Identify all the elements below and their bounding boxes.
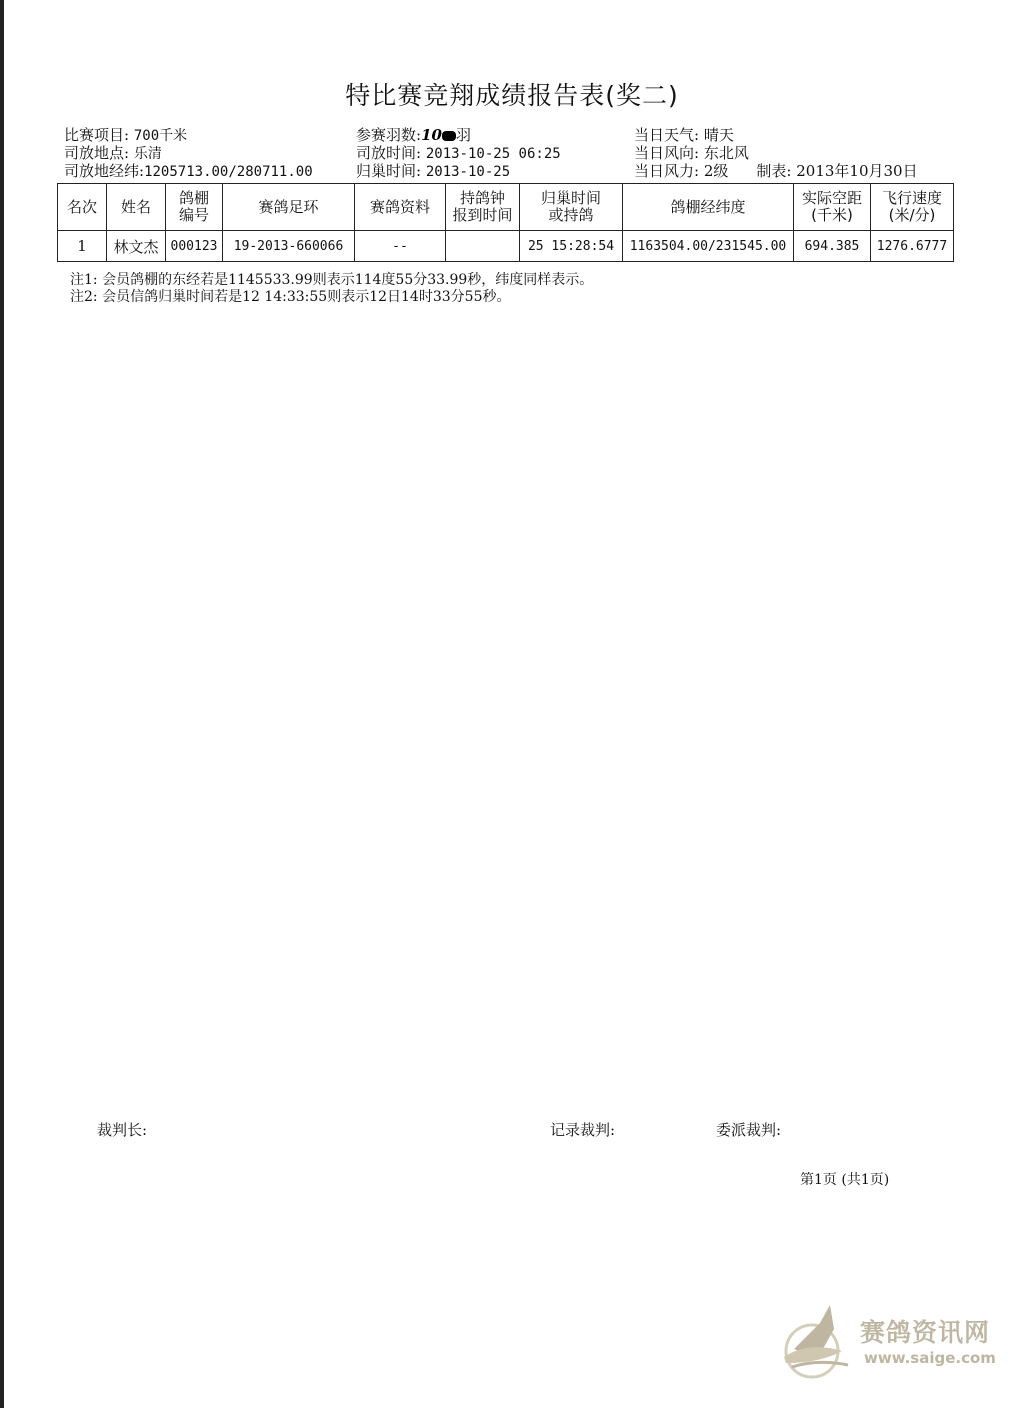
table-row (58, 231, 954, 262)
pigeon-logo-icon (772, 1293, 862, 1383)
header-distance: 实际空距 (千米) (794, 184, 871, 231)
cell-speed: 1276.6777 (871, 231, 954, 262)
notes (70, 272, 593, 306)
entries-count: 参赛羽数:10 羽 (356, 126, 471, 144)
header-coords: 鸽棚经纬度 (623, 184, 794, 231)
header-rank: 名次 (58, 184, 107, 231)
page-number: 第1页 (共1页) (800, 1172, 890, 1188)
return-time: 归巢时间: 2013-10-25 (356, 162, 511, 180)
cell-rank: 1 (58, 231, 107, 262)
cell-ring: 19-2013-660066 (223, 231, 355, 262)
header-ring: 赛鸽足环 (223, 184, 355, 231)
wind-force: 当日风力: 2级 制表: 2013年10月30日 (634, 162, 918, 180)
cell-coords: 1163504.00/231545.00 (623, 231, 794, 262)
signature-recording-judge: 记录裁判: (550, 1121, 616, 1139)
signature-chief-judge: 裁判长: (97, 1121, 148, 1139)
header-clock: 持鸽钟 报到时间 (446, 184, 520, 231)
release-place: 司放地点: 乐清 (64, 144, 162, 162)
meta-column-middle (356, 126, 561, 180)
header-info: 赛鸽资料 (355, 184, 446, 231)
made-date: 制表: 2013年10月30日 (756, 162, 918, 180)
meta-column-left (64, 126, 313, 180)
release-coords: 司放地经纬:1205713.00/280711.00 (64, 162, 313, 180)
results-table (57, 183, 954, 262)
table-header-row (58, 184, 954, 231)
watermark-name: 赛鸽资讯网 (860, 1318, 991, 1347)
cell-distance: 694.385 (794, 231, 871, 262)
watermark (772, 1293, 1012, 1393)
handwritten-count: 10 (421, 126, 442, 144)
header-loft-id: 鸽棚 编号 (166, 184, 223, 231)
header-speed: 飞行速度 (米/分) (871, 184, 954, 231)
header-name: 姓名 (107, 184, 166, 231)
meta-column-right (634, 126, 918, 180)
cell-arrival: 25 15:28:54 (520, 231, 623, 262)
page-title: 特比赛竞翔成绩报告表(奖二) (345, 81, 679, 110)
cell-loft-id: 000123 (166, 231, 223, 262)
weather: 当日天气: 晴天 (634, 126, 734, 144)
release-time: 司放时间: 2013-10-25 06:25 (356, 144, 561, 162)
cell-name: 林文杰 (107, 231, 166, 262)
note-1: 注1: 会员鸽棚的东经若是1145533.99则表示114度55分33.99秒，纬度同样表示。 (70, 272, 594, 288)
cell-clock (446, 231, 520, 262)
note-2: 注2: 会员信鸽归巢时间若是12 14:33:55则表示12日14时33分55秒。 (70, 289, 511, 305)
header-arrival: 归巢时间 或持鸽 (520, 184, 623, 231)
signature-assigned-judge: 委派裁判: (716, 1121, 782, 1139)
ink-blot (442, 131, 456, 141)
watermark-url: www.saige.com (864, 1349, 996, 1367)
cell-info: -- (355, 231, 446, 262)
wind-direction: 当日风向: 东北风 (634, 144, 749, 162)
scan-edge (0, 0, 4, 1408)
race-item: 比赛项目: 700千米 (64, 126, 188, 144)
